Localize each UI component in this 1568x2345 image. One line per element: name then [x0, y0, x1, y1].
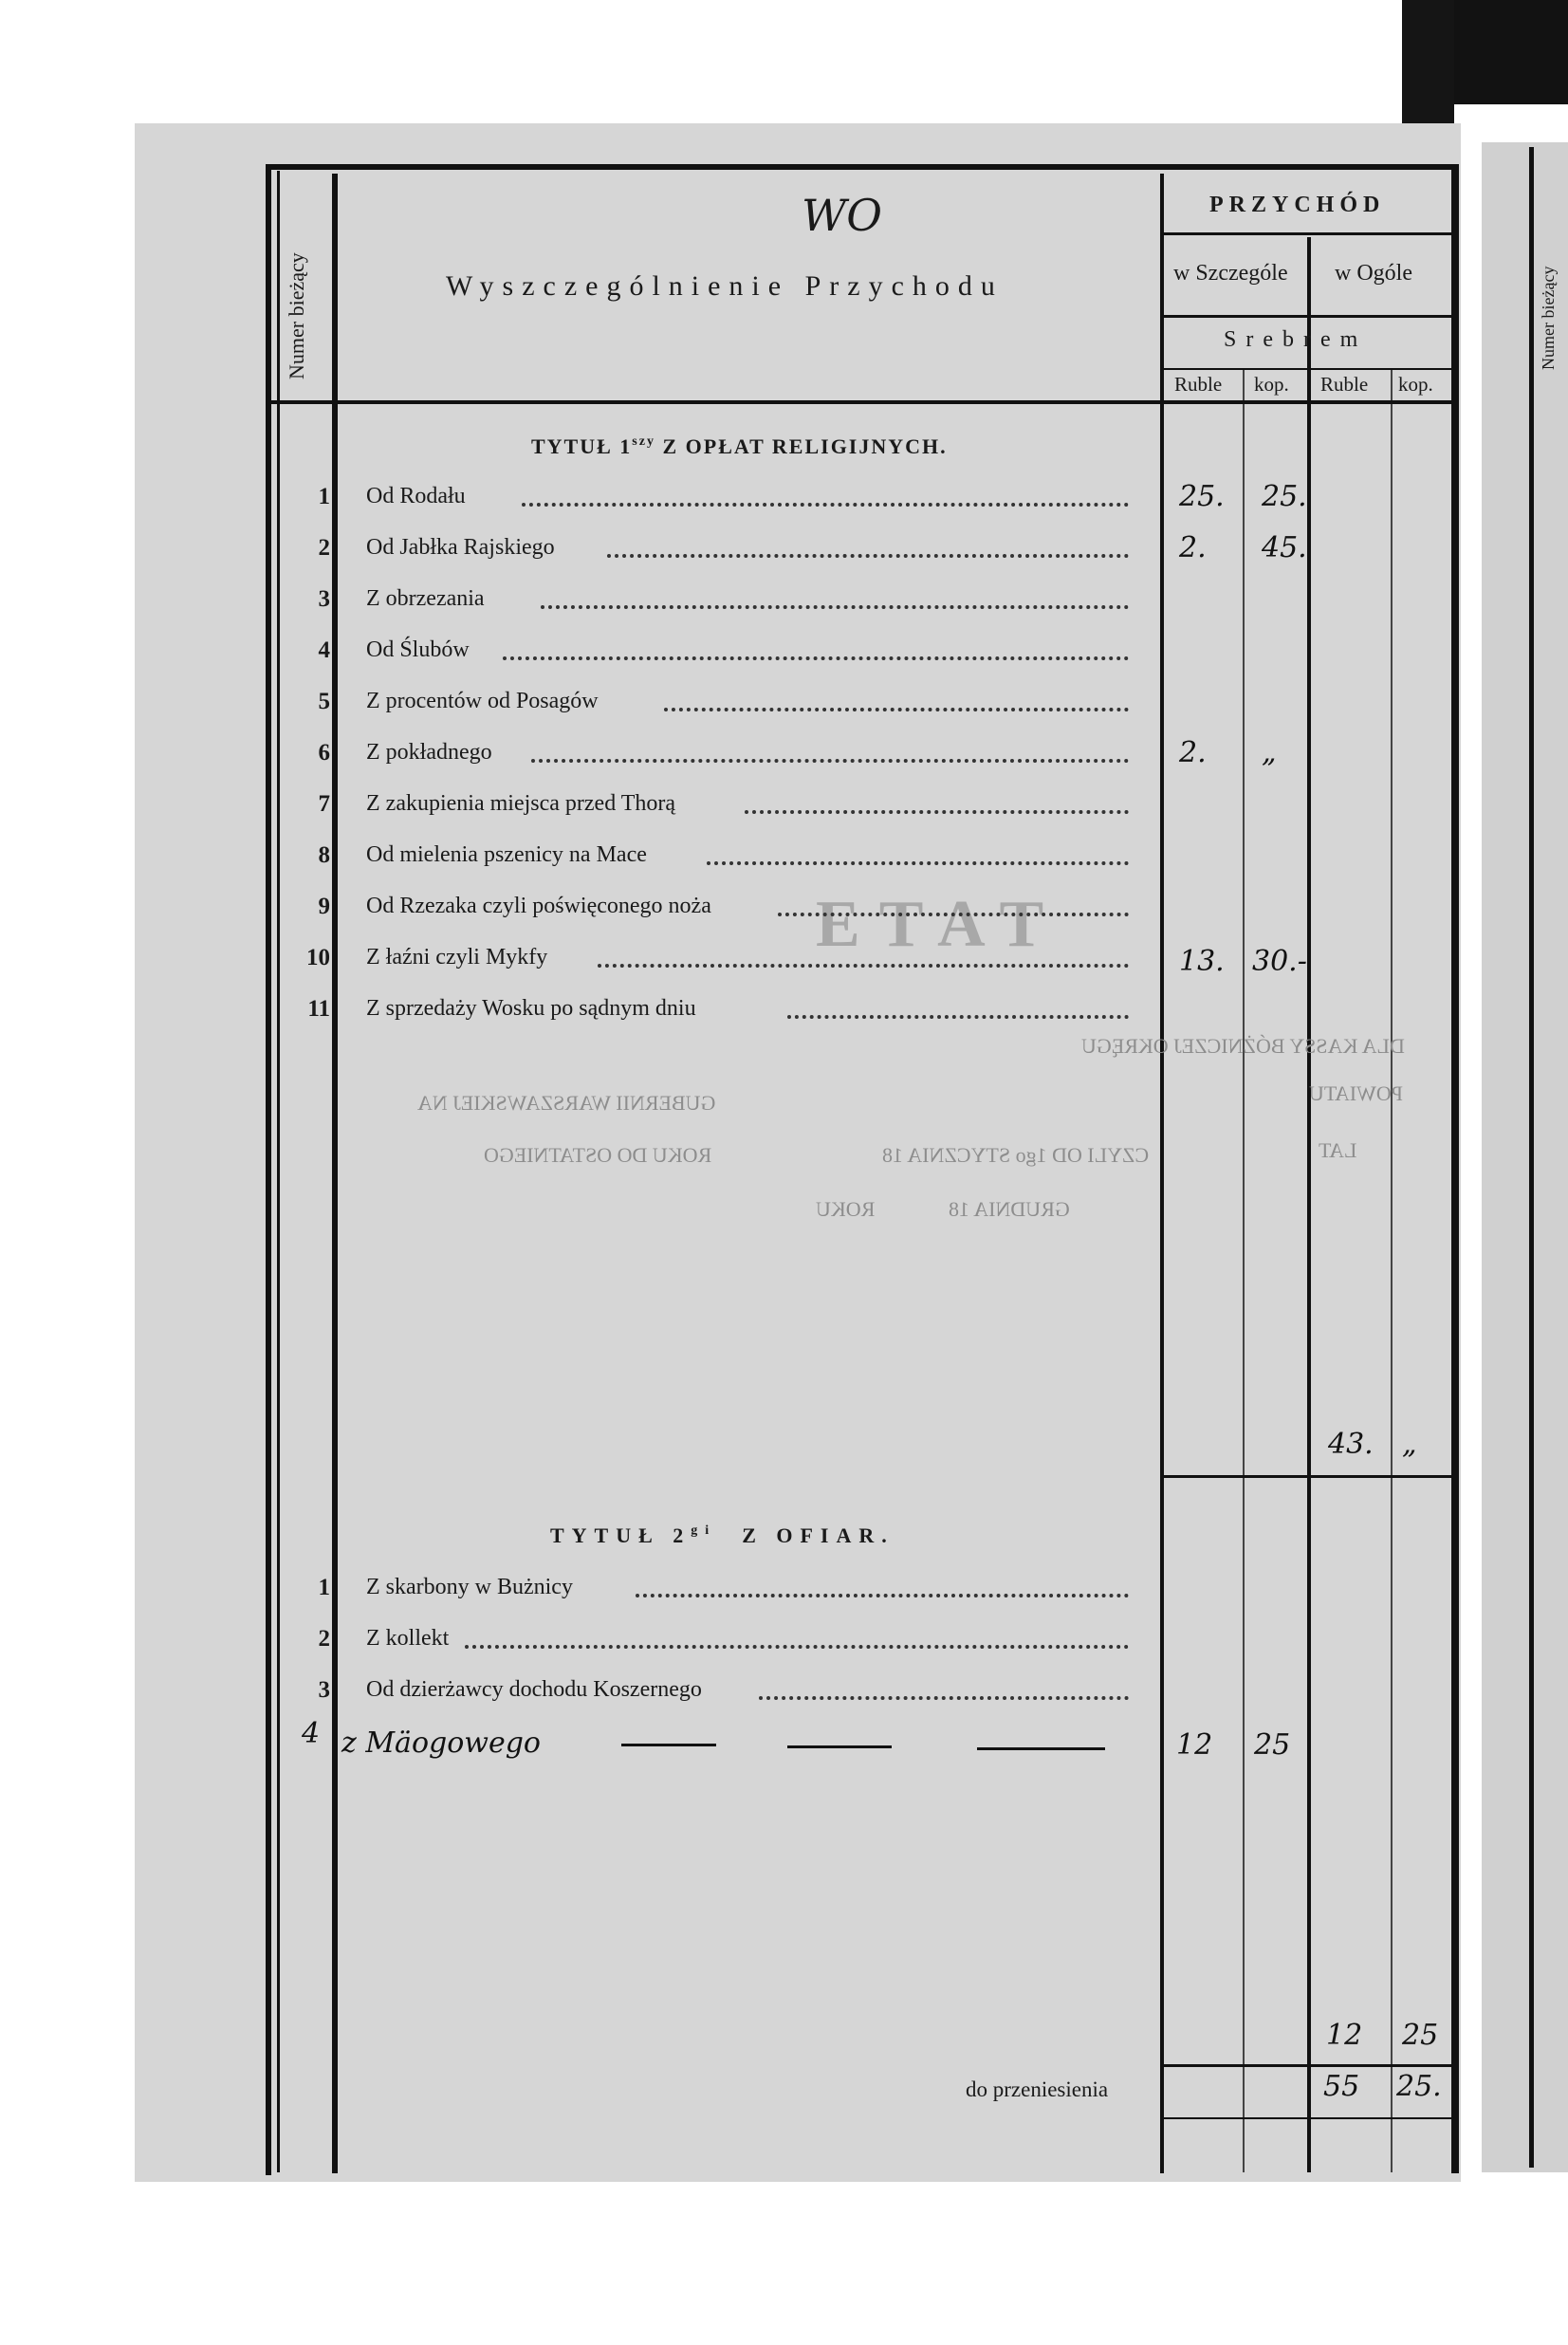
row-description: Z łaźni czyli Mykfy [366, 945, 548, 969]
row-number: 4 [318, 637, 330, 663]
leader-dots [465, 1645, 1129, 1649]
row-number: 10 [306, 945, 330, 970]
row-number: 7 [318, 791, 330, 817]
carry-forward-kopecks: 25. [1396, 2070, 1442, 2103]
handwritten-mark: WO [802, 190, 882, 241]
row-rubles: 13. [1179, 945, 1225, 978]
bleedthrough-line: ROKU [816, 1197, 876, 1221]
kop-detail-header: kop. [1254, 373, 1289, 396]
detail-total-rule [1307, 237, 1311, 2172]
carry-top-rule [1164, 2064, 1453, 2067]
row-description: Z pokładnego [366, 740, 492, 765]
row-number: 9 [318, 894, 330, 919]
leader-dots [778, 913, 1129, 916]
leader-dots [636, 1594, 1129, 1597]
row-number: 2 [318, 535, 330, 561]
leader-dots [787, 1015, 1129, 1019]
carry-forward-label: do przeniesienia [966, 2077, 1109, 2101]
handwritten-dash [977, 1747, 1105, 1750]
amount-column-rule [1160, 174, 1164, 2173]
row-number: 3 [318, 1677, 330, 1703]
section2-total-kopecks: 25 [1402, 2019, 1439, 2052]
row-kopecks: 25. [1262, 480, 1307, 513]
row-kopecks: 45. [1262, 531, 1307, 564]
section2-title-sup: gi [691, 1523, 717, 1538]
silver-header: Srebrem [1224, 327, 1368, 352]
leader-dots [503, 656, 1129, 660]
row-description: Od dzierżawcy dochodu Koszernego [366, 1677, 702, 1702]
row-kopecks: 25 [1254, 1728, 1291, 1762]
section2-title [550, 1523, 895, 1548]
carry-forward-rubles: 55 [1323, 2070, 1360, 2103]
section1-total-kopecks: „ [1402, 1428, 1417, 1461]
section1-title-number: TYTUŁ 1 [531, 434, 633, 458]
total-header: w Ogóle [1335, 261, 1412, 286]
bleedthrough-line: GRUDNIA 18 [949, 1197, 1070, 1221]
row-description: Z sprzedaży Wosku po sądnym dniu [366, 996, 696, 1021]
leader-dots [607, 554, 1129, 558]
section2-title-number: TYTUŁ 2 [550, 1523, 692, 1547]
row-description: Z kollekt [366, 1626, 450, 1651]
section1-total-rule [1164, 1475, 1453, 1478]
row-number: 8 [318, 842, 330, 868]
bleedthrough-line: GUBERNII WARSZAWSKIEJ NA [417, 1091, 716, 1115]
row-rubles: 12 [1176, 1728, 1213, 1762]
row-number: 1 [318, 1575, 330, 1600]
number-column-rule [332, 174, 338, 2173]
income-underline [1162, 232, 1454, 235]
leader-dots [759, 1696, 1129, 1700]
row-number: 1 [318, 484, 330, 509]
row-description: Od Ślubów [366, 637, 470, 662]
row-kopecks: 30.- [1252, 945, 1307, 978]
row-kopecks: „ [1262, 736, 1277, 769]
bleedthrough-line: LAT [1319, 1138, 1357, 1162]
row-number: 11 [307, 996, 330, 1022]
next-page-column-label: Numer bieżący [1539, 266, 1558, 370]
row-rubles: 2. [1179, 736, 1207, 769]
bleedthrough-line: ROKU DO OSTATNIEGO [484, 1143, 712, 1167]
income-header: PRZYCHÓD [1209, 193, 1386, 217]
bleedthrough-line: DLA KASSY BÓŻNICZEJ OKRĘGU [1081, 1034, 1405, 1058]
leader-dots [598, 964, 1129, 968]
kop1-rule [1243, 370, 1245, 2172]
row-number: 6 [318, 740, 330, 766]
kop2-rule [1391, 370, 1393, 2172]
leader-dots [541, 605, 1129, 609]
bleedthrough-title: ETAT [816, 888, 1063, 961]
rubles-total-header: Ruble [1320, 373, 1369, 396]
section1-title-sup: szy [632, 434, 655, 449]
section2-total-rubles: 12 [1326, 2019, 1363, 2052]
number-column-header: Numer bieżący [285, 252, 308, 379]
section1-total-rubles: 43. [1328, 1428, 1374, 1461]
row-description-handwritten: z Mäogowego [341, 1726, 541, 1760]
next-page-edge [1482, 142, 1568, 2172]
row-description: Od Rodału [366, 484, 466, 508]
rubles-detail-header: Ruble [1174, 373, 1223, 396]
leader-dots [707, 861, 1129, 865]
handwritten-dash [787, 1745, 892, 1748]
frame-left-inner [277, 171, 280, 2172]
frame-right [1451, 164, 1459, 2173]
row-rubles: 2. [1179, 531, 1207, 564]
frame-top [266, 164, 1456, 170]
row-description: Od mielenia pszenicy na Mace [366, 842, 647, 867]
kop-total-header: kop. [1398, 373, 1433, 396]
handwritten-dash [621, 1744, 716, 1746]
bleedthrough-line: CZYLI OD 1go STYCZNIA 18 [882, 1143, 1150, 1167]
row-description: Z zakupienia miejsca przed Thorą [366, 791, 676, 816]
silver-underline [1162, 368, 1454, 370]
bleedthrough-line: POWIATU [1309, 1081, 1403, 1105]
row-number: 3 [318, 586, 330, 612]
carry-bottom-rule [1164, 2117, 1453, 2119]
detail-header: w Szczególe [1173, 261, 1288, 286]
next-page-rule [1529, 147, 1534, 2168]
row-description: Z obrzezania [366, 586, 485, 611]
row-rubles: 25. [1179, 480, 1225, 513]
leader-dots [522, 503, 1129, 507]
leader-dots [531, 759, 1129, 763]
subheader-underline [1162, 315, 1454, 318]
section1-title [531, 434, 948, 459]
row-description: Z skarbony w Bużnicy [366, 1575, 573, 1599]
row-description: Od Jabłka Rajskiego [366, 535, 555, 560]
row-description: Z procentów od Posagów [366, 689, 599, 713]
section1-title-text: Z OPŁAT RELIGIJNYCH. [662, 434, 948, 458]
row-number: 2 [318, 1626, 330, 1652]
leader-dots [745, 810, 1129, 814]
row-number-handwritten: 4 [302, 1717, 321, 1750]
frame-left-outer [266, 164, 271, 2175]
header-bottom [271, 400, 1455, 404]
row-description: Od Rzezaka czyli poświęconego noża [366, 894, 711, 918]
row-number: 5 [318, 689, 330, 714]
section2-title-text: Z OFIAR. [742, 1523, 895, 1547]
leader-dots [664, 708, 1129, 711]
description-column-header: Wyszczególnienie Przychodu [446, 270, 1004, 302]
